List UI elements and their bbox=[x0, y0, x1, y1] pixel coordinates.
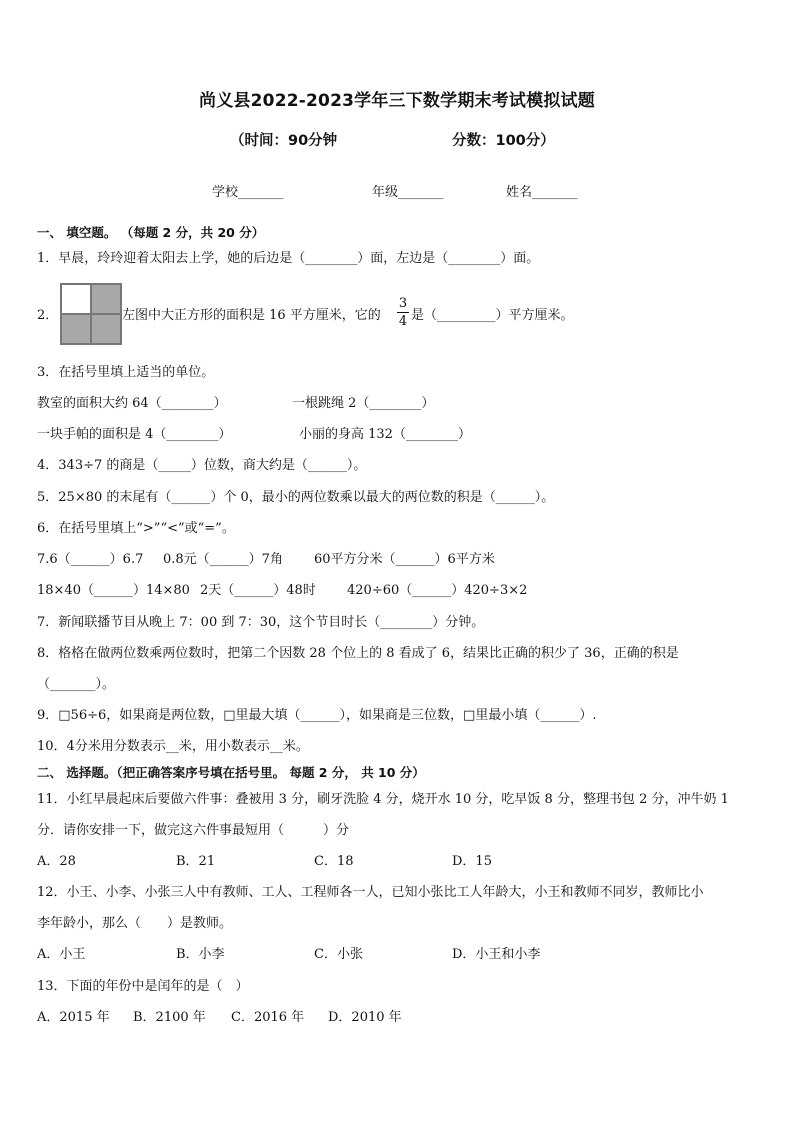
question-3-item-b: 一根跳绳 2（________） bbox=[292, 396, 435, 411]
question-13-option-b: B．2100 年 bbox=[133, 1010, 206, 1025]
question-3-stem: 3．在括号里填上适当的单位。 bbox=[37, 365, 215, 380]
question-11-option-d: D．15 bbox=[452, 854, 492, 869]
question-13-option-a: A．2015 年 bbox=[37, 1010, 110, 1025]
question-2-text: 左图中大正方形的面积是 16 平方厘米，它的 bbox=[122, 308, 381, 323]
name-field: 姓名_______ bbox=[506, 185, 578, 200]
question-11-option-c: C．18 bbox=[314, 854, 354, 869]
question-9: 9．□56÷6，如果商是两位数，□里最大填（______），如果商是三位数，□里最小填（______）. bbox=[37, 708, 597, 723]
question-11-option-a: A．28 bbox=[37, 854, 76, 869]
question-6-item-a: 7.6（______）6.7 bbox=[37, 552, 144, 567]
question-6-item-e: 2天（______）48时 bbox=[200, 583, 316, 598]
fraction-bar bbox=[397, 312, 409, 313]
square-shaded-cell bbox=[91, 284, 121, 314]
section-choice-heading: 二、 选择题。（把正确答案序号填在括号里。 每题 2 分， 共 10 分） bbox=[37, 765, 425, 780]
question-12-option-d: D．小王和小李 bbox=[452, 947, 541, 962]
question-11-line-2: 分．请你安排一下，做完这六件事最短用（ ）分 bbox=[37, 823, 350, 838]
question-12-line-2: 李年龄小，那么（ ）是教师。 bbox=[37, 916, 233, 931]
question-3-item-d: 小丽的身高 132（________） bbox=[299, 427, 471, 442]
question-10: 10．4分米用分数表示__米，用小数表示__米。 bbox=[37, 739, 309, 754]
question-12-option-a: A．小王 bbox=[37, 947, 86, 962]
question-11-option-b: B．21 bbox=[176, 854, 216, 869]
fraction-numerator: 3 bbox=[398, 296, 408, 311]
question-13-option-d: D．2010 年 bbox=[328, 1010, 402, 1025]
question-5: 5．25×80 的末尾有（______）个 0，最小的两位数乘以最大的两位数的积是（______）。 bbox=[37, 490, 555, 505]
question-13-stem: 13．下面的年份中是闰年的是（ ） bbox=[37, 979, 249, 994]
exam-time: （时间：90分钟 bbox=[230, 133, 338, 149]
question-6-item-c: 60平方分米（______）6平方米 bbox=[314, 552, 495, 567]
square-shaded-cell bbox=[91, 314, 121, 344]
fraction-three-quarters bbox=[397, 296, 409, 329]
school-field: 学校_______ bbox=[212, 185, 284, 200]
section-fill-blank-heading: 一、 填空题。 （每题 2 分，共 20 分） bbox=[37, 225, 265, 240]
question-12-line-1: 12．小王、小李、小张三人中有教师、工人、工程师各一人，已知小张比工人年龄大，小王和教师不同岁，教师比小 bbox=[37, 885, 704, 900]
grade-field: 年级_______ bbox=[372, 185, 444, 200]
question-2-text-end: 是（_________）平方厘米。 bbox=[411, 308, 574, 323]
square-shaded-cell bbox=[61, 314, 91, 344]
question-3-item-a: 教室的面积大约 64（________） bbox=[37, 396, 227, 411]
exam-title: 尚义县2022-2023学年三下数学期末考试模拟试题 bbox=[199, 91, 595, 111]
exam-score: 分数：100分） bbox=[452, 133, 555, 149]
question-6-item-d: 18×40（______）14×80 bbox=[37, 583, 190, 598]
question-12-option-c: C．小张 bbox=[314, 947, 363, 962]
question-6-item-f: 420÷60（______）420÷3×2 bbox=[347, 583, 528, 598]
question-12-option-b: B．小李 bbox=[176, 947, 225, 962]
question-6-stem: 6．在括号里填上“>”“<”或“=”。 bbox=[37, 521, 235, 536]
question-1: 1．早晨，玲玲迎着太阳去上学，她的后边是（________）面，左边是（________）面。 bbox=[37, 251, 540, 266]
fraction-denominator: 4 bbox=[398, 314, 408, 329]
question-6-item-b: 0.8元（______）7角 bbox=[163, 552, 283, 567]
question-8-line-2: （_______）。 bbox=[37, 677, 116, 692]
question-3-item-c: 一块手帕的面积是 4（________） bbox=[37, 427, 232, 442]
question-13-option-c: C．2016 年 bbox=[231, 1010, 305, 1025]
square-figure bbox=[60, 283, 122, 345]
question-8-line-1: 8．格格在做两位数乘两位数时，把第二个因数 28 个位上的 8 看成了 6，结果比正确的积少了 36，正确的积是 bbox=[37, 646, 679, 661]
square-white-cell bbox=[61, 284, 91, 314]
question-7: 7．新闻联播节目从晚上 7：00 到 7：30，这个节目时长（________）分钟。 bbox=[37, 615, 485, 630]
question-4: 4．343÷7 的商是（_____）位数，商大约是（______）。 bbox=[37, 458, 367, 473]
question-11-line-1: 11．小红早晨起床后要做六件事：叠被用 3 分，刷牙洗脸 4 分，烧开水 10 分，吃早饭 8 分，整理书包 2 分，冲牛奶 1 bbox=[37, 792, 729, 807]
question-2-number: 2． bbox=[37, 308, 59, 323]
